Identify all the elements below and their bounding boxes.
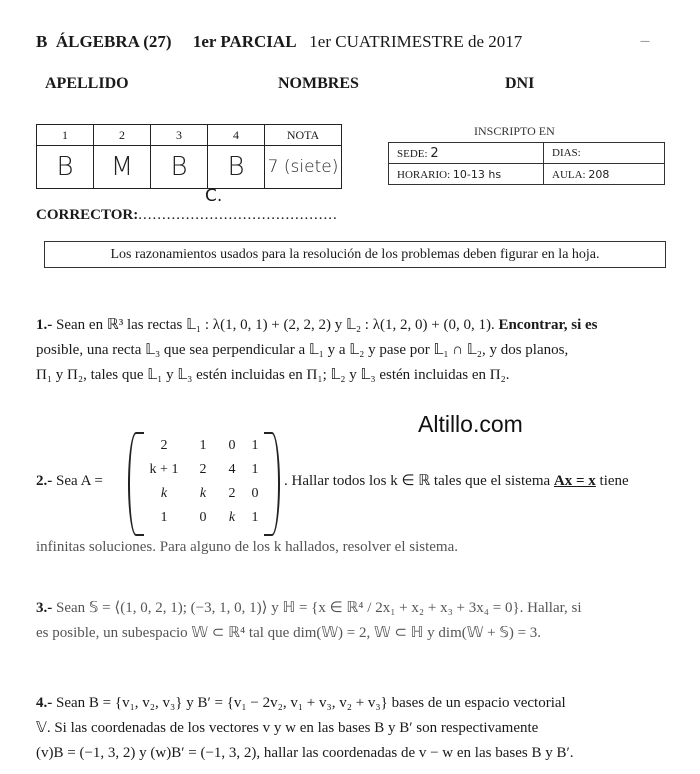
corrector-dots: ..........................................: [138, 207, 338, 223]
problem-2-sea: Sea A =: [56, 473, 103, 489]
problem-2-number: 2.-: [36, 473, 53, 489]
grade-header: 3: [151, 125, 208, 146]
grades-value-row: [37, 146, 342, 189]
aula-cell: [544, 164, 665, 185]
problem-1-line-2: posible, una recta 𝕃₃ que sea perpendicular a 𝕃₁ y a 𝕃₂ y pase por 𝕃₁ ∩ 𝕃₂, y dos planos,: [36, 342, 569, 358]
matrix-cell: 0: [228, 438, 236, 453]
right-paren: [264, 432, 280, 536]
horario-label: HORARIO:: [397, 168, 451, 181]
problem-3-number: 3.-: [36, 600, 53, 616]
header-term-prefix: 1er: [309, 32, 331, 51]
apellido-label: APELLIDO: [45, 75, 129, 92]
grade-value: M: [94, 146, 151, 189]
grade-value: B: [151, 146, 208, 189]
problem-1-line-1: [36, 313, 597, 338]
problem-2-text: . Hallar todos los k ∈ ℝ tales que el sistema: [284, 473, 554, 489]
problem-2-tail: tiene: [595, 473, 629, 489]
matrix-cell: 1: [251, 510, 259, 525]
grades-header-row: [37, 125, 342, 146]
grade-value: B: [37, 146, 94, 189]
matrix-cell: 2: [199, 462, 207, 477]
matrix-cell: 1: [251, 462, 259, 477]
sede-label: SEDE:: [397, 147, 428, 160]
header-exam: 1er PARCIAL: [192, 32, 297, 51]
matrix-cell: 1: [199, 438, 207, 453]
matrix-cell: 2: [228, 486, 236, 501]
problem-1-number: 1.-: [36, 317, 53, 333]
problem-4-text: Sean B = {v₁, v₂, v₃} y B′ = {v₁ − 2v₂, v₁ + v₃, v₂ + v₃} bases de un espacio vectorial: [56, 695, 566, 711]
matrix-row: [142, 506, 266, 530]
problem-1-bold: Encontrar, si es: [498, 317, 598, 333]
grade-header: 2: [94, 125, 151, 146]
grade-value: B: [208, 146, 265, 189]
problem-1-text: Sean en ℝ³ las rectas 𝕃₁ : λ(1, 0, 1) + (2, 2, 2) y 𝕃₂ : λ(1, 2, 0) + (0, 0, 1).: [56, 317, 499, 333]
matrix-cell: 1: [160, 510, 168, 525]
problem-3-text: Sean 𝕊 = ⟨(1, 0, 2, 1); (−3, 1, 0, 1)⟩ y ℍ = {x ∈ ℝ⁴ / 2x₁ + x₂ + x₃ + 3x₄ = 0}. Hallar, si: [56, 600, 582, 616]
grade-nota-value: 7 (siete): [265, 146, 342, 189]
nombres-label: NOMBRES: [278, 75, 359, 92]
matrix-cell: k: [228, 510, 236, 525]
notice-box: Los razonamientos usados para la resolución de los problemas deben figurar en la hoja.: [44, 241, 666, 268]
horario-value: 10-13 hs: [452, 167, 502, 181]
matrix-row: [142, 458, 266, 482]
sede-cell: [389, 143, 544, 164]
problem-2-intro: [36, 469, 103, 494]
matrix-cell: 4: [228, 462, 236, 477]
matrix-cell: k: [160, 486, 168, 501]
matrix-a: [128, 432, 280, 532]
aula-value: 208: [588, 167, 610, 181]
aula-label: AULA:: [552, 168, 586, 181]
grade-header: 4: [208, 125, 265, 146]
header-term: CUATRIMESTRE de 2017: [335, 32, 523, 51]
matrix-cell: 0: [251, 486, 259, 501]
corrector-value: C.: [205, 186, 223, 206]
problem-3-line-1: [36, 596, 582, 621]
sede-value: 2: [430, 145, 439, 161]
dias-label: DIAS:: [552, 147, 581, 159]
header-subject: ÁLGEBRA (27): [55, 32, 172, 51]
corrector-field: [36, 206, 338, 224]
inscripto-title: INSCRIPTO EN: [474, 124, 555, 138]
matrix-cell: 2: [160, 438, 168, 453]
header-prefix: B: [36, 32, 48, 51]
grade-header-nota: NOTA: [265, 125, 342, 146]
matrix-cell: k + 1: [149, 462, 179, 477]
exam-header: [36, 32, 522, 52]
matrix-row: [142, 482, 266, 506]
problem-4-line-3: (v)B = (−1, 3, 2) y (w)B′ = (−1, 3, 2), hallar las coordenadas de v − w en las bases B y B′.: [36, 745, 574, 761]
matrix-row: [142, 434, 266, 458]
problem-4-number: 4.-: [36, 695, 53, 711]
problem-4-line-2: 𝕍. Si las coordenadas de los vectores v y w en las bases B y B′ son respectivamente: [36, 720, 539, 736]
grade-header: 1: [37, 125, 94, 146]
problem-2-line-2: infinitas soluciones. Para alguno de los k hallados, resolver el sistema.: [36, 539, 458, 555]
corner-mark: —: [640, 36, 650, 47]
horario-cell: [389, 164, 544, 185]
matrix-cell: 1: [251, 438, 259, 453]
problem-3-line-2: es posible, un subespacio 𝕎 ⊂ ℝ⁴ tal que dim(𝕎) = 2, 𝕎 ⊂ ℍ y dim(𝕎 + 𝕊) = 3.: [36, 625, 542, 641]
inscripto-table: [388, 142, 665, 185]
problem-2-system: Ax = x: [553, 473, 596, 489]
problem-1-line-3: Π₁ y Π₂, tales que 𝕃₁ y 𝕃₃ estén incluidas en Π₁; 𝕃₂ y 𝕃₃ estén incluidas en Π₂.: [36, 367, 510, 383]
matrix-cell: 0: [199, 510, 207, 525]
grades-table: [36, 124, 342, 189]
watermark-logo: Altillo.com: [418, 411, 523, 437]
problem-4-line-1: [36, 691, 566, 716]
dias-cell: [544, 143, 665, 164]
corrector-label: CORRECTOR:: [36, 207, 139, 223]
matrix-cell: k: [199, 486, 207, 501]
problem-2-statement: [284, 469, 629, 494]
dni-label: DNI: [505, 75, 535, 92]
